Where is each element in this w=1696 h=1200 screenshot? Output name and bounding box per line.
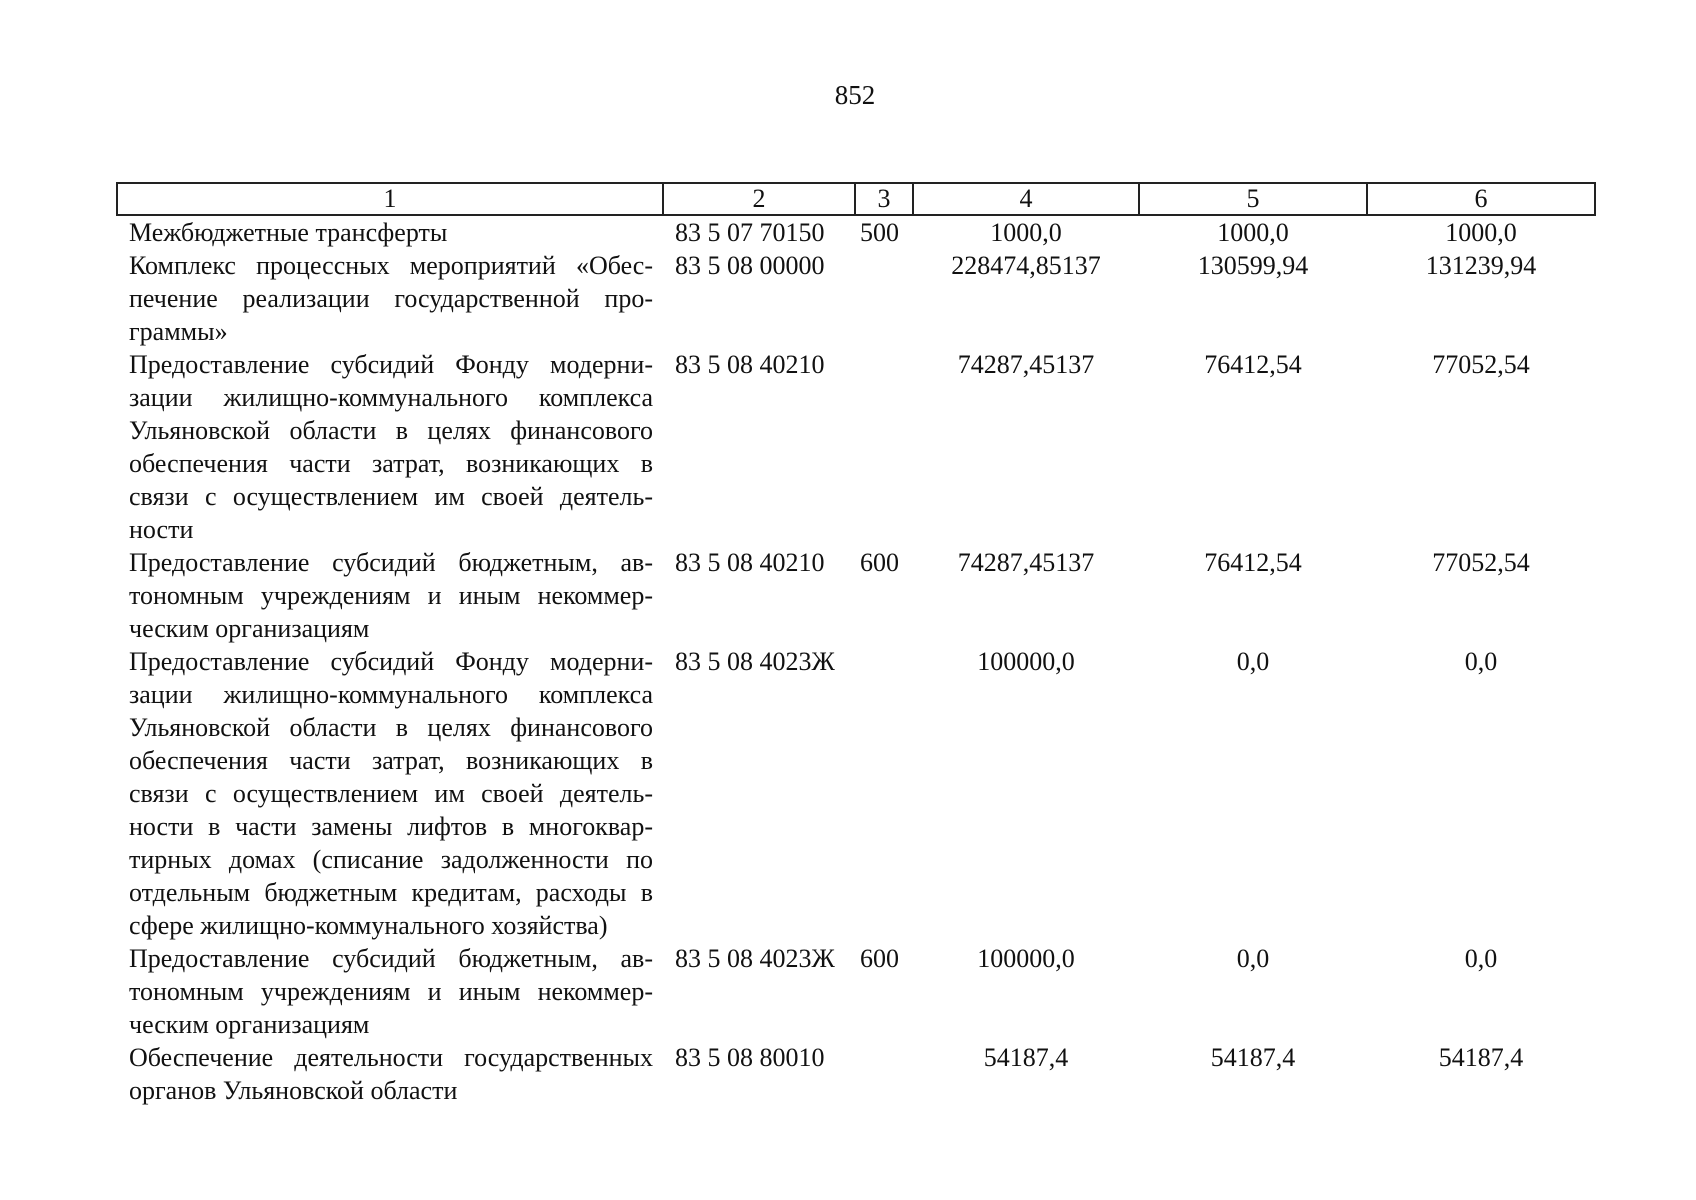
page-number: 852	[834, 80, 876, 110]
row-code: 83 5 08 4023Ж	[675, 647, 835, 676]
row-value-col6: 1000,0	[1445, 218, 1517, 247]
row-value-col6: 54187,4	[1438, 1043, 1524, 1072]
row-expense-type: 600	[860, 548, 899, 577]
row-value-col6: 131239,94	[1425, 251, 1537, 280]
row-value-col5: 0,0	[1236, 944, 1270, 973]
row-value-col4: 74287,45137	[957, 548, 1095, 577]
budget-table	[116, 182, 1596, 1107]
header-row	[117, 183, 1595, 215]
table-row	[117, 249, 1595, 348]
row-value-col6: 0,0	[1464, 944, 1498, 973]
column-header-2: 2	[663, 183, 855, 215]
table-row	[117, 942, 1595, 1041]
row-value-col5: 1000,0	[1217, 218, 1289, 247]
row-value-col5: 0,0	[1236, 647, 1270, 676]
row-expense-type: 600	[860, 944, 899, 973]
row-value-col6: 77052,54	[1432, 350, 1530, 379]
column-header-6: 6	[1367, 183, 1595, 215]
row-expense-type	[855, 1041, 913, 1107]
column-header-4: 4	[913, 183, 1139, 215]
row-name: Комплекс процессных мероприятий «Обеспечение реализации государственной программы»	[129, 251, 653, 346]
row-value-col6: 0,0	[1464, 647, 1498, 676]
row-value-col4: 100000,0	[977, 944, 1075, 973]
row-value-col5: 76412,54	[1204, 350, 1302, 379]
row-expense-type	[855, 645, 913, 942]
row-name: Предоставление субсидий Фонду модернизации жилищно-коммунального комплекса Ульяновской области в целях финансового обеспечения части затрат, возникающих в связи с осуществлением им своей деятельности в части замены лифтов в многоквартирных домах (списание задолженности по отдельным бюджетным кредитам, расходы в сфере жилищно-коммунального хозяйства)	[129, 647, 653, 940]
row-value-col4: 100000,0	[977, 647, 1075, 676]
table-row	[117, 215, 1595, 249]
table-header	[117, 183, 1595, 215]
row-value-col5: 76412,54	[1204, 548, 1302, 577]
row-name: Предоставление субсидий бюджетным, автономным учреждениям и иным некоммерческим организациям	[129, 944, 653, 1039]
table-row	[117, 1041, 1595, 1107]
row-value-col5: 130599,94	[1197, 251, 1309, 280]
row-value-col4: 228474,85137	[951, 251, 1101, 280]
column-header-1: 1	[117, 183, 663, 215]
row-code: 83 5 08 4023Ж	[675, 944, 835, 973]
table-row	[117, 645, 1595, 942]
row-code: 83 5 08 80010	[675, 1043, 825, 1072]
row-code: 83 5 07 70150	[675, 218, 825, 247]
row-code: 83 5 08 40210	[675, 548, 825, 577]
row-value-col6: 77052,54	[1432, 548, 1530, 577]
row-expense-type	[855, 348, 913, 546]
row-value-col5: 54187,4	[1210, 1043, 1296, 1072]
table-body	[117, 215, 1595, 1107]
row-name: Предоставление субсидий бюджетным, автономным учреждениям и иным некоммерческим организациям	[129, 548, 653, 643]
table-row	[117, 348, 1595, 546]
row-code: 83 5 08 00000	[675, 251, 825, 280]
row-value-col4: 54187,4	[983, 1043, 1069, 1072]
row-expense-type: 500	[860, 218, 899, 247]
row-name: Предоставление субсидий Фонду модернизации жилищно-коммунального комплекса Ульяновской области в целях финансового обеспечения части затрат, возникающих в связи с осуществлением им своей деятельности	[129, 350, 653, 544]
column-header-5: 5	[1139, 183, 1367, 215]
column-header-3: 3	[855, 183, 913, 215]
row-name: Межбюджетные трансферты	[129, 218, 448, 247]
row-code: 83 5 08 40210	[675, 350, 825, 379]
row-value-col4: 74287,45137	[957, 350, 1095, 379]
row-name: Обеспечение деятельности государственных органов Ульяновской области	[129, 1043, 653, 1105]
row-expense-type	[855, 249, 913, 348]
row-value-col4: 1000,0	[990, 218, 1062, 247]
table-row	[117, 546, 1595, 645]
